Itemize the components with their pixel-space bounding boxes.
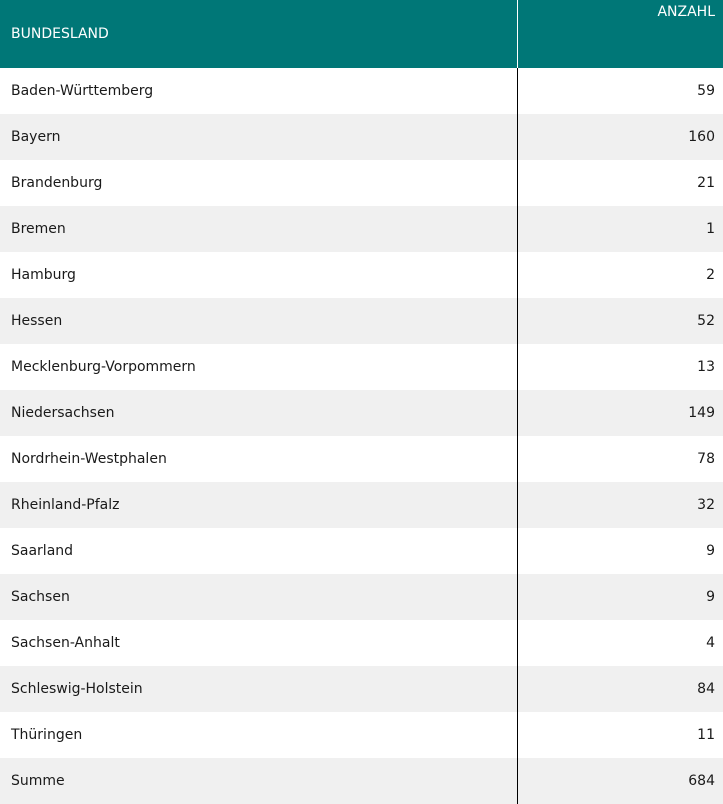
table-row (0, 390, 723, 436)
cell-anzahl: 9 (517, 574, 723, 620)
cell-bundesland: Bremen (0, 206, 517, 252)
cell-anzahl: 160 (517, 114, 723, 160)
table-row (0, 160, 723, 206)
cell-bundesland: Bayern (0, 114, 517, 160)
cell-anzahl: 684 (517, 758, 723, 804)
cell-bundesland: Hamburg (0, 252, 517, 298)
cell-anzahl: 1 (517, 206, 723, 252)
cell-bundesland: Rheinland-Pfalz (0, 482, 517, 528)
column-header-anzahl: ANZAHL (517, 0, 723, 68)
header-row (0, 0, 723, 68)
table-row (0, 482, 723, 528)
cell-anzahl: 21 (517, 160, 723, 206)
table-body (0, 68, 723, 804)
cell-anzahl: 78 (517, 436, 723, 482)
cell-bundesland: Mecklenburg-Vorpommern (0, 344, 517, 390)
table-row (0, 344, 723, 390)
table-row (0, 712, 723, 758)
column-header-bundesland: BUNDESLAND (0, 0, 517, 68)
cell-bundesland: Nordrhein-Westphalen (0, 436, 517, 482)
table-row (0, 252, 723, 298)
cell-anzahl: 9 (517, 528, 723, 574)
cell-anzahl: 32 (517, 482, 723, 528)
cell-bundesland: Thüringen (0, 712, 517, 758)
table-row (0, 620, 723, 666)
cell-bundesland: Niedersachsen (0, 390, 517, 436)
cell-bundesland: Sachsen-Anhalt (0, 620, 517, 666)
cell-anzahl: 149 (517, 390, 723, 436)
cell-anzahl: 4 (517, 620, 723, 666)
cell-bundesland: Saarland (0, 528, 517, 574)
cell-anzahl: 13 (517, 344, 723, 390)
cell-anzahl: 84 (517, 666, 723, 712)
cell-bundesland: Schleswig-Holstein (0, 666, 517, 712)
cell-bundesland: Sachsen (0, 574, 517, 620)
table-header (0, 0, 723, 68)
table-row (0, 574, 723, 620)
cell-bundesland: Brandenburg (0, 160, 517, 206)
table-row (0, 436, 723, 482)
table-row (0, 528, 723, 574)
cell-anzahl: 11 (517, 712, 723, 758)
table-row (0, 114, 723, 160)
cell-anzahl: 59 (517, 68, 723, 114)
table-row (0, 68, 723, 114)
cell-bundesland: Summe (0, 758, 517, 804)
cell-bundesland: Baden-Württemberg (0, 68, 517, 114)
cell-bundesland: Hessen (0, 298, 517, 344)
table-row (0, 666, 723, 712)
table-row (0, 298, 723, 344)
cell-anzahl: 52 (517, 298, 723, 344)
table-row (0, 206, 723, 252)
total-row (0, 758, 723, 804)
cell-anzahl: 2 (517, 252, 723, 298)
